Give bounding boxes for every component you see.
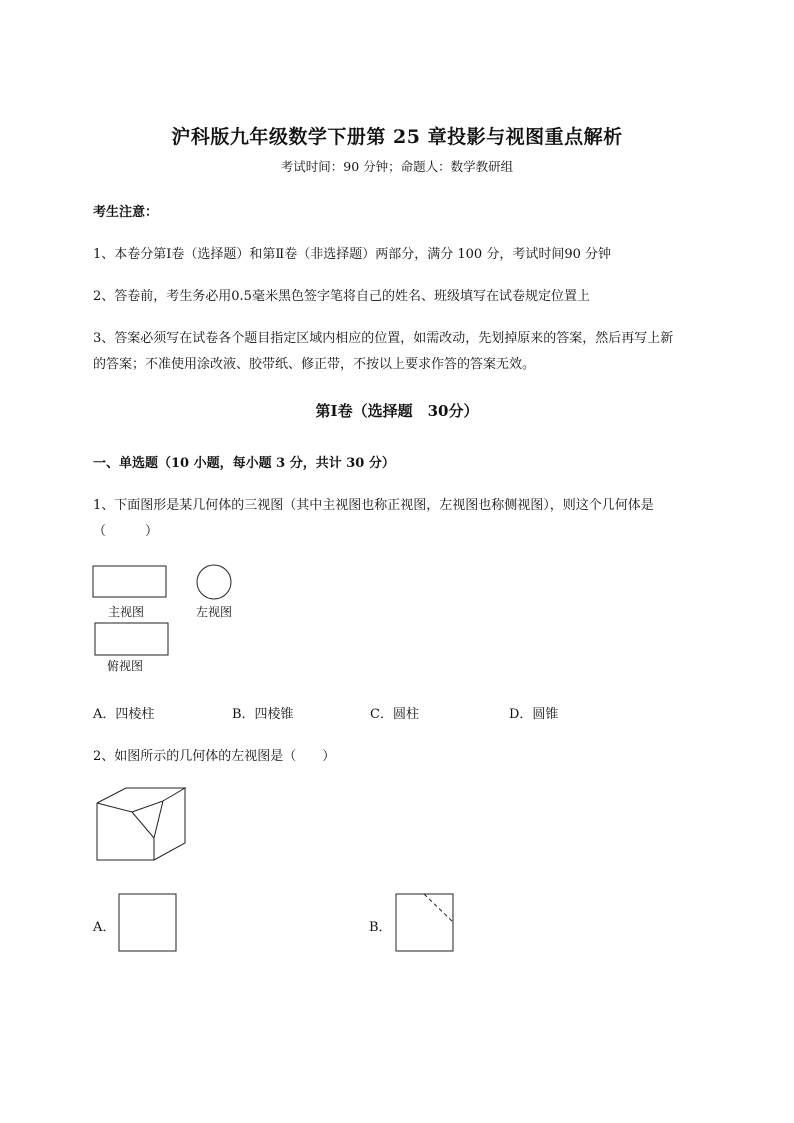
q1-option-d[interactable]: D．圆锥 xyxy=(509,707,559,722)
q2-text: 2、如图所示的几何体的左视图是（ ） xyxy=(93,749,336,764)
notice-heading: 考生注意： xyxy=(93,205,159,220)
q1-option-a[interactable]: A．四棱柱 xyxy=(93,707,155,722)
q2-option-b[interactable]: B． xyxy=(369,920,392,935)
notice-item-1: 1、本卷分第Ⅰ卷（选择题）和第Ⅱ卷（非选择题）两部分，满分 100 分，考试时间90 分钟 xyxy=(93,247,611,262)
dashed-hidden-edge xyxy=(424,894,453,922)
notice-item-2: 2、答卷前，考生务必用0.5毫米黑色签字笔将自己的姓名、班级填写在试卷规定位置上 xyxy=(93,289,590,304)
notice-item-3: 3、答案必须写在试卷各个题目指定区域内相应的位置，如需改动，先划掉原来的答案，然后再写上新 xyxy=(93,331,674,346)
exam-info: 考试时间：90 分钟；命题人：数学教研组 xyxy=(280,159,514,174)
page-title: 沪科版九年级数学下册第 25 章投影与视图重点解析 xyxy=(171,126,623,148)
q1-option-b[interactable]: B．四棱锥 xyxy=(232,707,294,722)
q1-text: 1、下面图形是某几何体的三视图（其中主视图也称正视图，左视图也称侧视图），则这个几何体是 xyxy=(93,498,654,513)
section-title: 第Ⅰ卷（选择题 30分） xyxy=(315,402,479,420)
q1-option-c[interactable]: C．圆柱 xyxy=(370,707,419,722)
top-view-label: 俯视图 xyxy=(107,659,144,673)
notice-item-3-cont: 的答案；不准使用涂改液、胶带纸、修正带，不按以上要求作答的答案无效。 xyxy=(93,357,536,372)
q1-blank: （ ） xyxy=(93,524,159,539)
q2-option-a[interactable]: A． xyxy=(93,920,116,935)
left-view-label: 左视图 xyxy=(196,605,233,619)
part-heading: 一、单选题（10 小题，每小题 3 分，共计 30 分） xyxy=(93,456,395,471)
front-view-label: 主视图 xyxy=(108,605,145,619)
